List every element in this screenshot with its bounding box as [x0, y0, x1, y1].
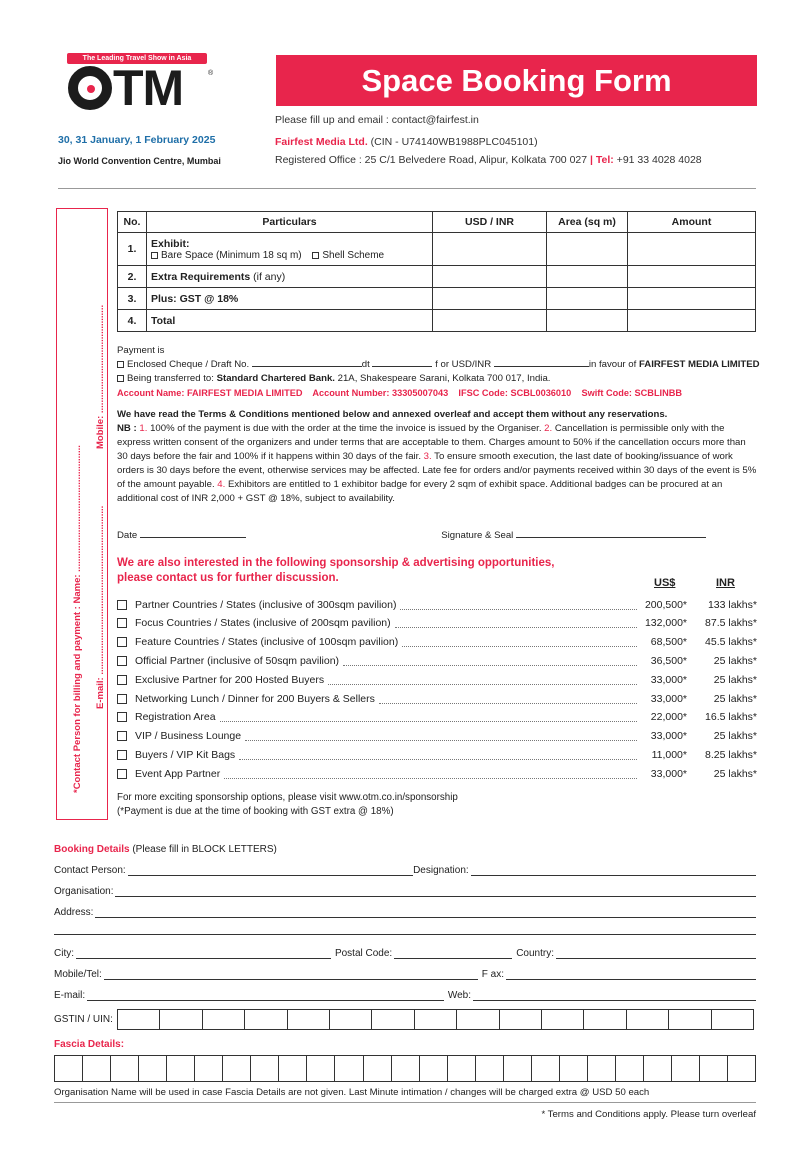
char-box[interactable] — [363, 1055, 391, 1082]
sponsor-usd: 68,500* — [650, 636, 687, 649]
char-box[interactable] — [668, 1009, 710, 1030]
sponsor-usd: 33,000* — [650, 767, 687, 780]
payment-section: Payment is Enclosed Cheque / Draft No. dt f or USD/INR in favour of FAIRFEST MEDIA LIMITED Being transferred to: Standard Chartered Bank. 21A, Shakespeare Sarani, Kolkata 700 017, India. Account Name: FAIRFEST MEDIA LIMITED Account Number: 33305007043 IFSC Code: SCBL0036010 Swift Code: SCBLINBB — [117, 345, 760, 398]
sponsor-item — [117, 614, 757, 633]
city-postal-country-row — [54, 945, 756, 959]
sponsor-checkbox[interactable] — [117, 618, 127, 628]
office-address: Registered Office : 25 C/1 Belvedere Road, Alipur, Kolkata 700 027 — [275, 154, 588, 166]
sponsor-checkbox[interactable] — [117, 600, 127, 610]
char-box[interactable] — [371, 1009, 413, 1030]
leader-dots — [239, 750, 637, 760]
sponsor-label: Feature Countries / States (inclusive of 100sqm pavilion) — [135, 636, 399, 649]
sponsor-label: Networking Lunch / Dinner for 200 Buyers & Sellers — [135, 692, 375, 705]
char-box[interactable] — [202, 1009, 244, 1030]
sponsor-label: Exclusive Partner for 200 Hosted Buyers — [135, 673, 325, 686]
organisation-input[interactable] — [115, 887, 756, 897]
sponsor-usd: 11,000* — [651, 748, 687, 761]
sponsor-inr: 25 lakhs* — [713, 654, 757, 667]
usd-inr-input[interactable] — [433, 233, 547, 266]
char-box[interactable] — [391, 1055, 419, 1082]
sponsor-label: Focus Countries / States (inclusive of 200sqm pavilion) — [135, 617, 391, 630]
char-box[interactable] — [643, 1055, 671, 1082]
char-box[interactable] — [334, 1055, 362, 1082]
char-box[interactable] — [503, 1055, 531, 1082]
char-box[interactable] — [166, 1055, 194, 1082]
leader-dots — [395, 618, 637, 628]
usd-inr-input[interactable] — [433, 266, 547, 288]
shell-scheme-label: Shell Scheme — [322, 249, 385, 261]
leader-dots — [379, 694, 637, 704]
fax-input[interactable] — [506, 970, 756, 980]
bare-space-label: Bare Space (Minimum 18 sq m) — [161, 249, 302, 261]
row-particulars: Extra Requirements (if any) — [147, 266, 433, 288]
signature-field[interactable] — [516, 529, 706, 538]
contact-person-input[interactable] — [128, 866, 413, 876]
sponsor-label: VIP / Business Lounge — [135, 730, 242, 743]
char-box[interactable] — [456, 1009, 498, 1030]
sponsor-usd: 200,500* — [644, 598, 687, 611]
contact-person-field-label: Contact Person: — [54, 865, 126, 876]
fascia-input-grid[interactable] — [54, 1055, 756, 1082]
sponsor-label: Event App Partner — [135, 767, 221, 780]
sponsor-label: Registration Area — [135, 711, 216, 724]
char-box[interactable] — [583, 1009, 625, 1030]
sponsor-item — [117, 670, 757, 689]
date-field[interactable] — [140, 529, 246, 538]
leader-dots — [220, 712, 637, 722]
area-input[interactable] — [547, 310, 628, 332]
sponsor-inr: 87.5 lakhs* — [705, 617, 757, 630]
designation-label: Designation: — [413, 865, 469, 876]
sponsor-checkbox[interactable] — [117, 656, 127, 666]
address-label: Address: — [54, 907, 94, 918]
bare-space-checkbox[interactable] — [151, 252, 158, 259]
mobile-tel-label: Mobile/Tel: — [54, 969, 102, 980]
fascia-note: Organisation Name will be used in case Fascia Details are not given. Last Minute intimation / changes will be charged extra @ USD 50 each — [54, 1087, 650, 1098]
shell-scheme-checkbox[interactable] — [312, 252, 319, 259]
company-cin: (CIN - U74140WB1988PLC045101) — [367, 136, 538, 148]
col-header-amount: Amount — [628, 212, 756, 233]
row-no: 4. — [118, 310, 147, 332]
sponsor-item — [117, 651, 757, 670]
char-box[interactable] — [587, 1055, 615, 1082]
char-box[interactable] — [447, 1055, 475, 1082]
char-box[interactable] — [287, 1009, 329, 1030]
sponsor-checkbox[interactable] — [117, 675, 127, 685]
char-box[interactable] — [250, 1055, 278, 1082]
footer-divider — [54, 1102, 756, 1103]
col-header-area: Area (sq m) — [547, 212, 628, 233]
sponsor-note: (*Payment is due at the time of booking with GST extra @ 18%) — [117, 806, 394, 817]
sponsor-inr: 25 lakhs* — [713, 730, 757, 743]
date-label: Date — [117, 530, 138, 541]
email-label: E-mail: ................................................................ — [95, 505, 106, 709]
col-header-particulars: Particulars — [147, 212, 433, 233]
sponsor-inr: 25 lakhs* — [713, 673, 757, 686]
particulars-table — [117, 211, 756, 332]
usd-inr-input[interactable] — [433, 288, 547, 310]
sponsor-label: Buyers / VIP Kit Bags — [135, 748, 236, 761]
separator: | — [587, 154, 596, 166]
page-title: Space Booking Form — [276, 55, 757, 106]
payment-heading: Payment is — [117, 345, 165, 356]
char-box[interactable] — [559, 1055, 587, 1082]
bank-details: Account Name: FAIRFEST MEDIA LIMITED Account Number: 33305007043 IFSC Code: SCBL0036010 Swift Code: SCBLINBB — [117, 388, 683, 398]
designation-input[interactable] — [471, 866, 756, 876]
sponsor-inr: 133 lakhs* — [707, 598, 757, 611]
booking-heading: Booking Details (Please fill in BLOCK LETTERS) — [54, 844, 277, 855]
sponsor-item — [117, 595, 757, 614]
contact-person-label: *Contact Person for billing and payment : Name: ................................................ — [72, 445, 83, 793]
tel-number: +91 33 4028 4028 — [613, 154, 702, 166]
sponsor-item — [117, 745, 757, 764]
logo-o-mark — [68, 66, 112, 110]
terms-heading: We have read the Terms & Conditions mentioned below and annexed overleaf and accept them without any reservations. — [117, 409, 668, 420]
char-box[interactable] — [222, 1055, 250, 1082]
amount-input[interactable] — [628, 310, 756, 332]
col-inr: INR — [716, 577, 735, 589]
sponsor-inr: 8.25 lakhs* — [705, 748, 757, 761]
char-box[interactable] — [699, 1055, 727, 1082]
area-input[interactable] — [547, 266, 628, 288]
amount-input[interactable] — [628, 288, 756, 310]
address-line-2[interactable] — [54, 934, 756, 935]
sponsor-item — [117, 764, 757, 783]
char-box[interactable] — [419, 1055, 447, 1082]
gstin-label: GSTIN / UIN: — [54, 1014, 113, 1025]
sponsor-label: Partner Countries / States (inclusive of 300sqm pavilion) — [135, 598, 397, 611]
col-header-no: No. — [118, 212, 147, 233]
sponsor-inr: 16.5 lakhs* — [705, 711, 757, 724]
billing-contact-box — [56, 208, 108, 820]
leader-dots — [343, 656, 637, 666]
sponsor-heading: We are also interested in the following sponsorship & advertising opportunities, please contact us for further discussion. — [117, 557, 555, 584]
char-box[interactable] — [626, 1009, 668, 1030]
cheque-date-field[interactable] — [372, 358, 432, 367]
sponsor-usd: 22,000* — [650, 711, 687, 724]
otm-logo — [68, 60, 183, 116]
col-usd: US$ — [654, 577, 676, 589]
sponsor-checkbox[interactable] — [117, 712, 127, 722]
sponsor-checkbox[interactable] — [117, 731, 127, 741]
leader-dots — [402, 637, 637, 647]
leader-dots — [224, 769, 637, 779]
sponsor-item — [117, 633, 757, 652]
logo-letters: TM — [113, 60, 184, 116]
char-box[interactable] — [475, 1055, 503, 1082]
cheque-number-field[interactable] — [252, 358, 362, 367]
char-box[interactable] — [671, 1055, 699, 1082]
sign-row — [117, 529, 757, 543]
char-box[interactable] — [117, 1009, 159, 1030]
sponsor-item — [117, 689, 757, 708]
table-row — [118, 266, 756, 288]
company-line — [275, 136, 538, 148]
leader-dots — [400, 600, 637, 610]
row-no: 3. — [118, 288, 147, 310]
cheque-amount-field[interactable] — [494, 358, 589, 367]
transfer-checkbox[interactable] — [117, 375, 124, 382]
web-label: Web: — [447, 990, 471, 1001]
organisation-label: Organisation: — [54, 886, 114, 897]
char-box[interactable] — [138, 1055, 166, 1082]
char-box[interactable] — [54, 1055, 82, 1082]
sponsor-checkbox[interactable] — [117, 769, 127, 779]
char-box[interactable] — [499, 1009, 541, 1030]
terms-body: NB : 1. 100% of the payment is due with the order at the time the invoice is issued by the Organiser. 2. Cancellation is permissible only with the express written consent of the organizers and under terms that are acceptable to them. Charges amount to 50% if the cancellation occurs more than 30 days before the fair and 100% if it happens within 30 days of the fair. 3. To ensure smooth execution, the last date of booking/issuance of work orders is 30 days before the event, otherwise services may be affected. Late fee for orders and/or payments received within 30 days of the event is 5% of the amount payable. 4. Exhibitors are entitled to 1 exhibitor badge for every 2 sqm of exhibit space. Additional badges can be procured at an additional cost of INR 2,000 + GST @ 18%, subject to availability. — [117, 423, 757, 504]
char-box[interactable] — [110, 1055, 138, 1082]
contact-designation-row — [54, 862, 756, 876]
char-box[interactable] — [82, 1055, 110, 1082]
mobile-tel-input[interactable] — [104, 970, 478, 980]
table-row — [118, 310, 756, 332]
char-box[interactable] — [306, 1055, 334, 1082]
fascia-label: Fascia Details: — [54, 1039, 125, 1050]
usd-inr-input[interactable] — [433, 310, 547, 332]
event-dates: 30, 31 January, 1 February 2025 — [58, 134, 216, 146]
fax-label: F ax: — [481, 969, 504, 980]
country-label: Country: — [516, 948, 554, 959]
sponsor-item — [117, 708, 757, 727]
sponsor-label: Official Partner (inclusive of 50sqm pavilion) — [135, 654, 340, 667]
logo-tagline: The Leading Travel Show in Asia — [67, 53, 207, 64]
col-header-currency: USD / INR — [433, 212, 547, 233]
sponsor-item — [117, 727, 757, 746]
office-line — [275, 154, 702, 166]
event-venue: Jio World Convention Centre, Mumbai — [58, 156, 221, 166]
country-input[interactable] — [556, 949, 756, 959]
row-particulars — [147, 233, 433, 266]
mobile-label: Mobile: ......................................... — [95, 304, 106, 449]
table-row — [118, 233, 756, 266]
char-box[interactable] — [244, 1009, 286, 1030]
leader-dots — [328, 675, 637, 685]
logo-registered-mark: ® — [208, 70, 214, 77]
exhibit-title: Exhibit: — [151, 237, 190, 250]
sponsor-checkbox[interactable] — [117, 694, 127, 704]
char-box[interactable] — [194, 1055, 222, 1082]
amount-input[interactable] — [628, 233, 756, 266]
row-no: 1. — [118, 233, 147, 266]
email-web-row — [54, 987, 756, 1001]
sponsor-inr: 45.5 lakhs* — [705, 636, 757, 649]
postal-input[interactable] — [394, 949, 512, 959]
char-box[interactable] — [159, 1009, 201, 1030]
char-box[interactable] — [278, 1055, 306, 1082]
char-box[interactable] — [531, 1055, 559, 1082]
sponsor-more: For more exciting sponsorship options, please visit www.otm.co.in/sponsorship — [117, 792, 458, 803]
char-box[interactable] — [541, 1009, 583, 1030]
sponsor-usd: 33,000* — [650, 730, 687, 743]
sponsor-usd: 33,000* — [650, 692, 687, 705]
signature-label: Signature & Seal — [441, 530, 514, 541]
char-box[interactable] — [727, 1055, 756, 1082]
sponsor-inr: 25 lakhs* — [713, 767, 757, 780]
char-box[interactable] — [329, 1009, 371, 1030]
address-row — [54, 904, 756, 918]
postal-label: Postal Code: — [334, 948, 393, 959]
cheque-checkbox[interactable] — [117, 361, 124, 368]
sponsor-footnote — [117, 791, 458, 819]
area-input[interactable] — [547, 288, 628, 310]
area-input[interactable] — [547, 233, 628, 266]
row-no: 2. — [118, 266, 147, 288]
organisation-row — [54, 883, 756, 897]
sponsor-checkbox[interactable] — [117, 637, 127, 647]
sponsor-inr: 25 lakhs* — [713, 692, 757, 705]
gstin-input-grid[interactable] — [117, 1009, 754, 1030]
sponsor-usd: 36,500* — [650, 654, 687, 667]
char-box[interactable] — [615, 1055, 643, 1082]
tel-label: Tel: — [595, 154, 614, 166]
row-particulars: Plus: GST @ 18% — [147, 288, 433, 310]
char-box[interactable] — [711, 1009, 754, 1030]
row-particulars: Total — [147, 310, 433, 332]
amount-input[interactable] — [628, 266, 756, 288]
header-divider — [58, 188, 756, 189]
leader-dots — [245, 731, 637, 741]
mobile-fax-row — [54, 966, 756, 980]
sponsor-usd: 132,000* — [644, 617, 687, 630]
table-row — [118, 288, 756, 310]
sponsor-usd: 33,000* — [650, 673, 687, 686]
email-instruction: Please fill up and email : contact@fairfest.in — [275, 114, 479, 126]
web-input[interactable] — [473, 991, 756, 1001]
city-input[interactable] — [76, 949, 331, 959]
footer-note: * Terms and Conditions apply. Please turn overleaf — [541, 1109, 756, 1120]
email-input[interactable] — [87, 991, 444, 1001]
sponsor-checkbox[interactable] — [117, 750, 127, 760]
company-name: Fairfest Media Ltd. — [275, 136, 368, 148]
char-box[interactable] — [414, 1009, 456, 1030]
address-input[interactable] — [95, 908, 756, 918]
email-field-label: E-mail: — [54, 990, 86, 1001]
city-label: City: — [54, 948, 74, 959]
